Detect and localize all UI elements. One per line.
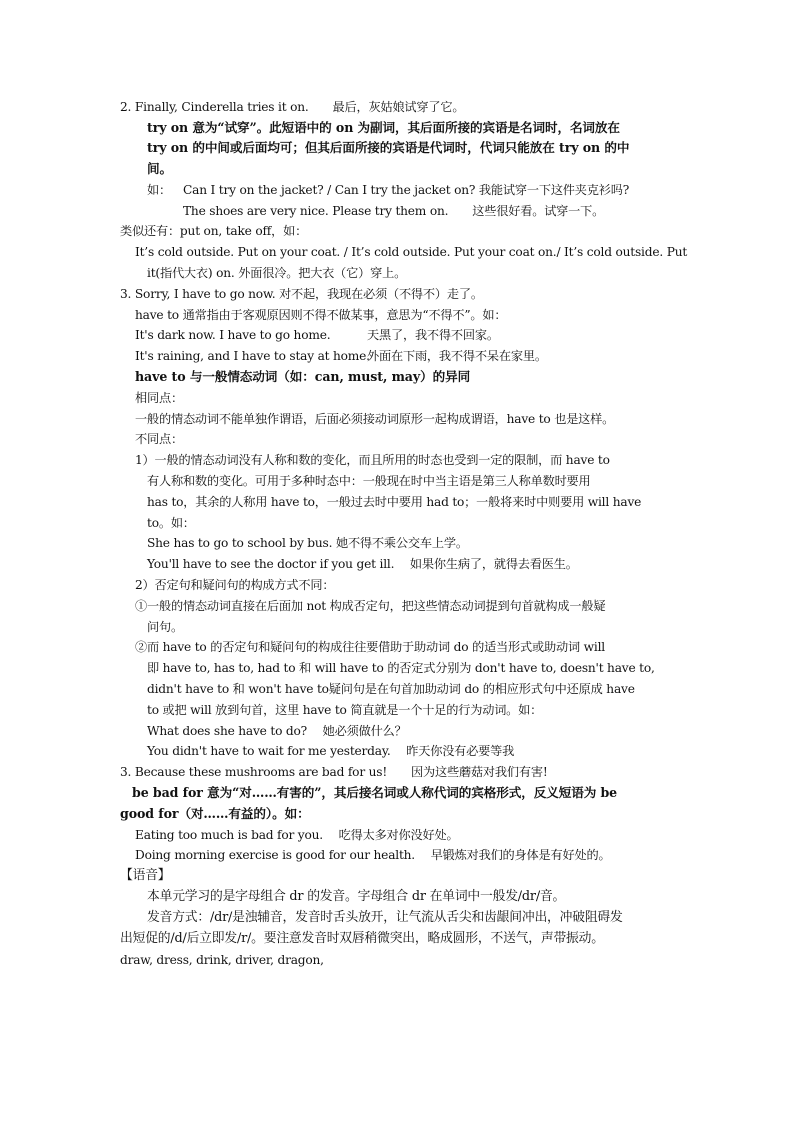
difference-2-point-1-line-2: 问句。	[147, 620, 183, 634]
phonics-heading: 【语音】	[120, 868, 171, 883]
similarities-label: 相同点：	[135, 391, 183, 405]
try-on-explanation-2: try on 的中间或后面均可；但其后面所接的宾语是代词时，代词只能放在 try on 的中	[147, 140, 630, 155]
bad-for-example-2: Doing morning exercise is good for our health. 早锻炼对我们的身体是有好处的。	[135, 848, 611, 862]
difference-2-example-2: You didn't have to wait for me yesterday. 昨天你没有必要等我	[147, 744, 515, 758]
phonics-word-list: draw, dress, drink, driver, dragon,	[120, 953, 324, 967]
example-sentence-1: Can I try on the jacket? / Can I try the jacket on? 我能试穿一下这件夹克衫吗?	[183, 183, 630, 197]
bad-for-explanation-1: be bad for 意为“对……有害的”，其后接名词或人称代词的宾格形式，反义短语为 be	[132, 785, 618, 800]
example-sentence-2: The shoes are very nice. Please try them on. 这些很好看。试穿一下。	[183, 204, 605, 218]
difference-1-line-3: has to，其余的人称用 have to，一般过去时中要用 had to；一般将来时中则要用 will have	[147, 495, 642, 509]
have-to-example-2-zh: 外面在下雨，我不得不呆在家里。	[367, 349, 547, 363]
similar-phrases: 类似还有：put on, take off，如：	[120, 224, 308, 238]
difference-2-point-2-line-3: didn't have to 和 won't have to疑问句是在句首加助动词 do 的相应形式句中还原成 have	[147, 682, 635, 696]
item-2-heading: 2. Finally, Cinderella tries it on. 最后，灰姑娘试穿了它。	[120, 100, 465, 114]
try-on-explanation-3: 间。	[147, 161, 172, 176]
difference-2-point-1-line-1: ①一般的情态动词直接在后面加 not 构成否定句，把这些情态动词提到句首就构成一般疑	[135, 599, 606, 613]
difference-2-point-2-line-1: ②而 have to 的否定句和疑问句的构成往往要借助于助动词 do 的适当形式或助动词 will	[135, 640, 605, 654]
item-3-heading: 3. Sorry, I have to go now. 对不起，我现在必须（不得不）走了。	[120, 287, 483, 301]
try-on-explanation-1: try on 意为“试穿”。此短语中的 on 为副词，其后面所接的宾语是名词时，名词放在	[147, 120, 620, 135]
difference-1-example-1: She has to go to school by bus. 她不得不乘公交车上学。	[147, 536, 468, 550]
have-to-meaning: have to 通常指由于客观原因则不得不做某事，意思为“不得不”。如：	[135, 308, 507, 322]
difference-1-line-1: 1）一般的情态动词没有人称和数的变化，而且所用的时态也受到一定的限制，而 have to	[135, 453, 610, 467]
have-to-example-1-en: It's dark now. I have to go home.	[135, 328, 331, 342]
difference-2-point-2-line-4: to 或把 will 放到句首，这里 have to 简直就是一个十足的行为动词。如：	[147, 703, 543, 717]
difference-2-point-2-line-2: 即 have to, has to, had to 和 will have to 的否定式分别为 don't have to, doesn't have to,	[147, 661, 655, 675]
have-to-example-1-zh: 天黑了，我不得不回家。	[367, 328, 499, 342]
phonics-method-2: 出短促的/d/后立即发/r/。要注意发音时双唇稍微突出，略成圆形，不送气，声带振动。	[120, 931, 604, 946]
difference-1-example-2: You'll have to see the doctor if you get ill. 如果你生病了，就得去看医生。	[147, 557, 578, 571]
phonics-method-1: 发音方式：/dr/是浊辅音，发音时舌头放开，让气流从舌尖和齿龈间冲出，冲破阻碍发	[147, 910, 623, 925]
differences-label: 不同点：	[135, 432, 183, 446]
put-on-example-1: It’s cold outside. Put on your coat. / It’s cold outside. Put your coat on./ It’s cold outside. Put	[135, 245, 688, 259]
have-to-compare-heading: have to 与一般情态动词（如：can, must, may）的异同	[135, 369, 471, 384]
difference-1-line-4: to。如：	[147, 516, 195, 530]
bad-for-example-1: Eating too much is bad for you. 吃得太多对你没好处。	[135, 828, 459, 842]
similarities-text: 一般的情态动词不能单独作谓语，后面必须接动词原形一起构成谓语，have to 也是这样。	[135, 412, 615, 426]
difference-1-line-2: 有人称和数的变化。可用于多种时态中：一般现在时中当主语是第三人称单数时要用	[147, 474, 591, 488]
phonics-intro: 本单元学习的是字母组合 dr 的发音。字母组合 dr 在单词中一般发/dr/音。	[147, 889, 566, 904]
put-on-example-2: it(指代大衣) on. 外面很冷。把大衣（它）穿上。	[147, 266, 407, 280]
item-3b-heading: 3. Because these mushrooms are bad for us! 因为这些蘑菇对我们有害!	[120, 765, 548, 779]
have-to-example-2-en: It's raining, and I have to stay at home.	[135, 349, 370, 363]
bad-for-explanation-2: good for（对……有益的）。如：	[120, 806, 310, 821]
example-label: 如：	[147, 183, 171, 197]
difference-2-heading: 2）否定句和疑问句的构成方式不同：	[135, 578, 335, 592]
difference-2-example-1: What does she have to do? 她必须做什么？	[147, 724, 407, 738]
